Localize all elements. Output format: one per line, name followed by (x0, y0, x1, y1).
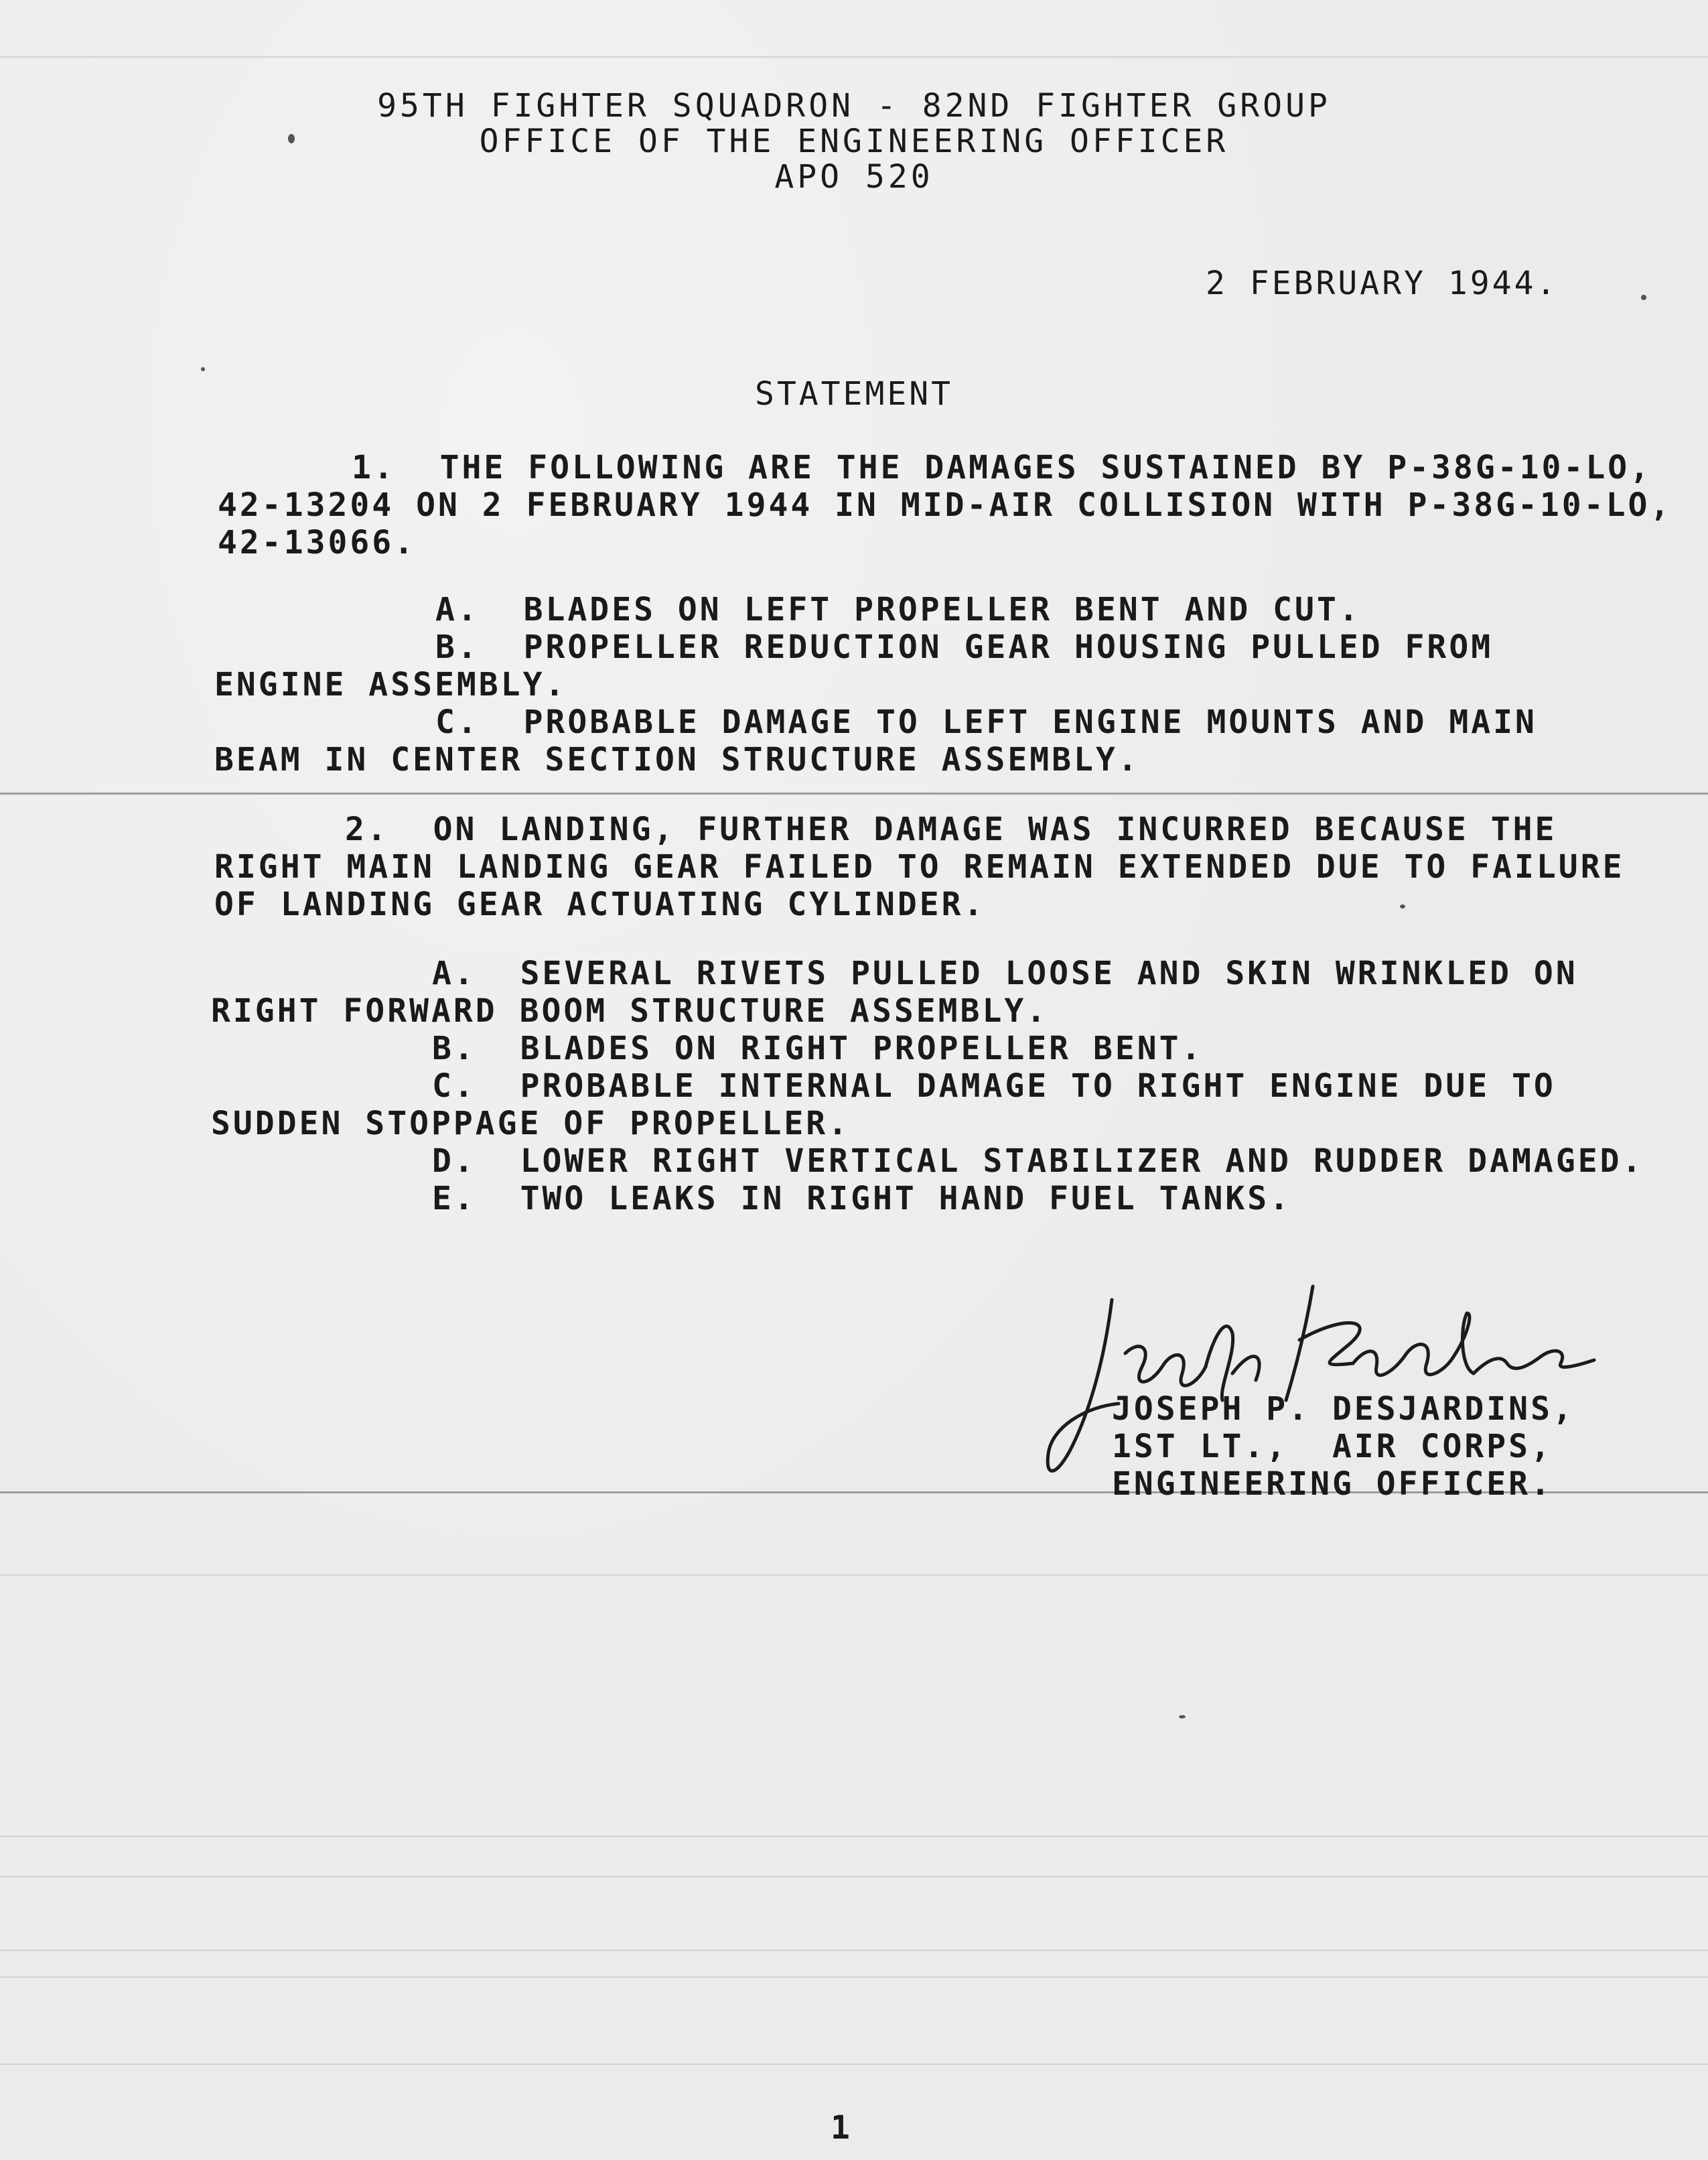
paper-line (0, 2064, 1708, 2065)
paragraph-2-item-c-cont: SUDDEN STOPPAGE OF PROPELLER. (211, 1105, 851, 1142)
paragraph-2-item-b: B. BLADES ON RIGHT PROPELLER BENT. (432, 1030, 1204, 1067)
paper-line (0, 1574, 1708, 1576)
paragraph-1-item-b: B. PROPELLER REDUCTION GEAR HOUSING PULLED FROM (435, 628, 1494, 666)
paragraph-2-item-a: A. SEVERAL RIVETS PULLED LOOSE AND SKIN WRINKLED ON (432, 955, 1578, 992)
paper-fold-line (0, 793, 1708, 795)
letterhead-office: OFFICE OF THE ENGINEERING OFFICER (479, 123, 1229, 160)
dust-speck (1641, 295, 1646, 300)
paper-line (0, 1836, 1708, 1837)
paragraph-1-item-a: A. BLADES ON LEFT PROPELLER BENT AND CUT. (435, 591, 1361, 628)
paragraph-2-line: OF LANDING GEAR ACTUATING CYLINDER. (214, 886, 986, 923)
document-title: STATEMENT (754, 375, 954, 413)
page-number: 1 (831, 2109, 853, 2147)
paragraph-1-line: 1. THE FOLLOWING ARE THE DAMAGES SUSTAINED BY P-38G-10-LO, (352, 449, 1652, 486)
paper-line (0, 56, 1708, 58)
paragraph-2-item-e: E. TWO LEAKS IN RIGHT HAND FUEL TANKS. (432, 1180, 1292, 1217)
paper-line (0, 1950, 1708, 1951)
signer-title: ENGINEERING OFFICER. (1112, 1465, 1553, 1503)
paragraph-2-line: RIGHT MAIN LANDING GEAR FAILED TO REMAIN EXTENDED DUE TO FAILURE (214, 848, 1625, 886)
paragraph-1-item-c: C. PROBABLE DAMAGE TO LEFT ENGINE MOUNTS AND MAIN (435, 703, 1537, 741)
paper-line (0, 1876, 1708, 1877)
paragraph-1-item-c-cont: BEAM IN CENTER SECTION STRUCTURE ASSEMBLY. (214, 741, 1140, 779)
letterhead-unit: 95TH FIGHTER SQUADRON - 82ND FIGHTER GROUP (377, 87, 1331, 125)
paragraph-1-item-b-cont: ENGINE ASSEMBLY. (214, 666, 567, 703)
signer-rank: 1ST LT., AIR CORPS, (1112, 1428, 1553, 1465)
paragraph-2-item-d: D. LOWER RIGHT VERTICAL STABILIZER AND RUDDER DAMAGED. (432, 1142, 1644, 1180)
paragraph-2-item-a-cont: RIGHT FORWARD BOOM STRUCTURE ASSEMBLY. (211, 992, 1049, 1030)
paper-line (0, 1976, 1708, 1978)
paragraph-2-line: 2. ON LANDING, FURTHER DAMAGE WAS INCURRED BECAUSE THE (345, 811, 1557, 848)
dust-speck (288, 134, 295, 143)
dust-speck (1179, 1715, 1186, 1718)
letterhead-apo: APO 520 (774, 158, 934, 196)
paragraph-2-item-c: C. PROBABLE INTERNAL DAMAGE TO RIGHT ENGINE DUE TO (432, 1067, 1556, 1105)
document-date: 2 FEBRUARY 1944. (1206, 265, 1559, 302)
paragraph-1-line: 42-13204 ON 2 FEBRUARY 1944 IN MID-AIR COLLISION WITH P-38G-10-LO, (218, 486, 1673, 524)
dust-speck (201, 367, 205, 371)
dust-speck (1400, 904, 1405, 908)
signer-name: JOSEPH P. DESJARDINS, (1112, 1390, 1575, 1428)
paragraph-1-line: 42-13066. (218, 524, 417, 561)
